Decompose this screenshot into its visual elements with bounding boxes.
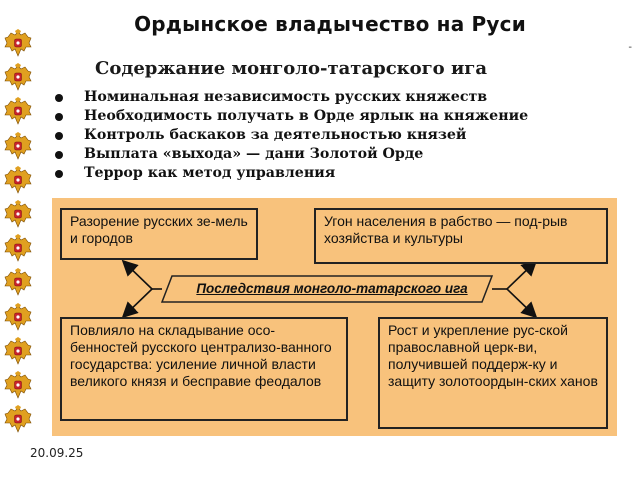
box-centralization: Повлияло на складывание осо-бенностей русского централизо-ванного государства: усиление личной власти великого князя и бесправие феодалов — [60, 317, 348, 421]
bullet-dot-icon — [55, 94, 63, 102]
arrow-top-left — [124, 262, 152, 289]
box-devastation: Разорение русских зе-мель и городов — [60, 208, 258, 260]
arrow-bottom-right — [507, 289, 535, 316]
center-label: Последствия монголо-татарского ига — [196, 281, 468, 296]
double-headed-eagle-icon — [2, 96, 34, 128]
bullet-item: Необходимость получать в Орде ярлык на княжение — [52, 107, 528, 126]
double-headed-eagle-icon — [2, 267, 34, 299]
bullet-item: Выплата «выхода» — дани Золотой Орде — [52, 145, 528, 164]
double-headed-eagle-icon — [2, 28, 34, 60]
consequences-diagram — [52, 198, 617, 436]
bullet-item: Номинальная независимость русских княжеств — [52, 88, 528, 107]
bullet-dot-icon — [55, 170, 63, 178]
slide-date: 20.09.25 — [30, 446, 84, 460]
double-headed-eagle-icon — [2, 302, 34, 334]
bullet-dot-icon — [55, 132, 63, 140]
double-headed-eagle-icon — [2, 62, 34, 94]
emblem-rail — [2, 28, 36, 438]
double-headed-eagle-icon — [2, 165, 34, 197]
double-headed-eagle-icon — [2, 404, 34, 436]
content-bullet-list — [52, 88, 528, 183]
arrow-bottom-left — [124, 289, 152, 316]
bullet-dot-icon — [55, 113, 63, 121]
bullet-item: Террор как метод управления — [52, 164, 528, 183]
double-headed-eagle-icon — [2, 336, 34, 368]
double-headed-eagle-icon — [2, 131, 34, 163]
slide-title: Ордынское владычество на Руси — [134, 12, 526, 36]
bullet-item: Контроль баскаков за деятельностью князей — [52, 126, 528, 145]
double-headed-eagle-icon — [2, 233, 34, 265]
bullet-dot-icon — [55, 151, 63, 159]
arrow-top-right — [507, 262, 535, 289]
double-headed-eagle-icon — [2, 199, 34, 231]
content-subtitle: Содержание монголо-татарского ига — [95, 58, 488, 79]
box-church: Рост и укрепление рус-ской православной церк-ви, получившей поддерж-ку и защиту золотоордын-ских ханов — [378, 317, 608, 429]
double-headed-eagle-icon — [2, 370, 34, 402]
box-slavery: Угон населения в рабство — под-рыв хозяйства и культуры — [314, 208, 608, 264]
corner-mark: - — [628, 42, 632, 53]
